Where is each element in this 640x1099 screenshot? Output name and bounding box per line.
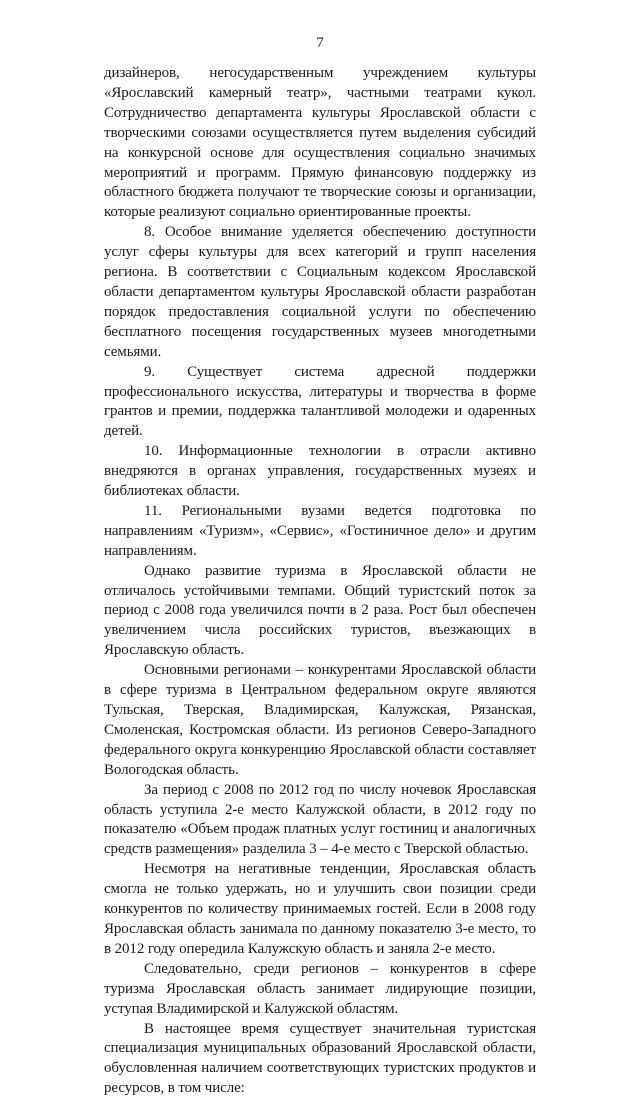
paragraph-ranking-2008-2012: За период с 2008 по 2012 год по числу ночевок Ярославская область уступила 2-е место Калужской области, в 2012 году по показателю «Объем продаж платных услуг гостиниц и аналогичных средств размещения» разделила 3 – 4-е место с Тверской областью. <box>104 781 536 861</box>
paragraph-item-8: 8. Особое внимание уделяется обеспечению доступности услуг сферы культуры для всех категорий и групп населения региона. В соответствии с Социальным кодексом Ярославской области департаментом культуры Ярославской области разработан порядок предоставления социальной услуги по обеспечению бесплатного посещения государственных музеев многодетными семьями. <box>104 223 536 362</box>
paragraph-competitor-regions: Основными регионами – конкурентами Ярославской области в сфере туризма в Центральном федеральном округе являются Тульская, Тверская, Владимирская, Калужская, Рязанская, Смоленская, Костромская области. Из регионов Северо-Западного федерального округа конкуренцию Ярославской области составляет Вологодская область. <box>104 661 536 780</box>
paragraph-conclusion: Следовательно, среди регионов – конкурентов в сфере туризма Ярославская область занимает лидирующие позиции, уступая Владимирской и Калужской областям. <box>104 960 536 1020</box>
paragraph-item-10: 10. Информационные технологии в отрасли активно внедряются в органах управления, государственных музеях и библиотеках области. <box>104 442 536 502</box>
paragraph-tourism-growth: Однако развитие туризма в Ярославской области не отличалось устойчивыми темпами. Общий туристский поток за период с 2008 года увеличился почти в 2 раза. Рост был обеспечен увеличением числа российских туристов, въезжающих в Ярославскую область. <box>104 562 536 662</box>
page-number: 7 <box>0 34 640 52</box>
paragraph-continued: дизайнеров, негосударственным учреждением культуры «Ярославский камерный театр», частными театрами кукол. Сотрудничество департамента культуры Ярославской области с творческими союзами осуществляется путем выделения субсидий на конкурсной основе для осуществления социально значимых мероприятий и программ. Прямую финансовую поддержку из областного бюджета получают те творческие союзы и организации, которые реализуют социально ориентированные проекты. <box>104 64 536 223</box>
paragraph-guest-positions: Несмотря на негативные тенденции, Ярославская область смогла не только удержать, но и улучшить свои позиции среди конкурентов по количеству принимаемых гостей. Если в 2008 году Ярославская область занимала по данному показателю 3-е место, то в 2012 году опередила Калужскую область и заняла 2-е место. <box>104 860 536 960</box>
paragraph-item-11: 11. Региональными вузами ведется подготовка по направлениям «Туризм», «Сервис», «Гостиничное дело» и другим направлениям. <box>104 502 536 562</box>
document-body <box>104 64 536 1099</box>
paragraph-specialization: В настоящее время существует значительная туристская специализация муниципальных образований Ярославской области, обусловленная наличием соответствующих туристских продуктов и ресурсов, в том числе: <box>104 1020 536 1099</box>
paragraph-item-9: 9. Существует система адресной поддержки профессионального искусства, литературы и творчества в форме грантов и премии, поддержка талантливой молодежи и одаренных детей. <box>104 363 536 443</box>
